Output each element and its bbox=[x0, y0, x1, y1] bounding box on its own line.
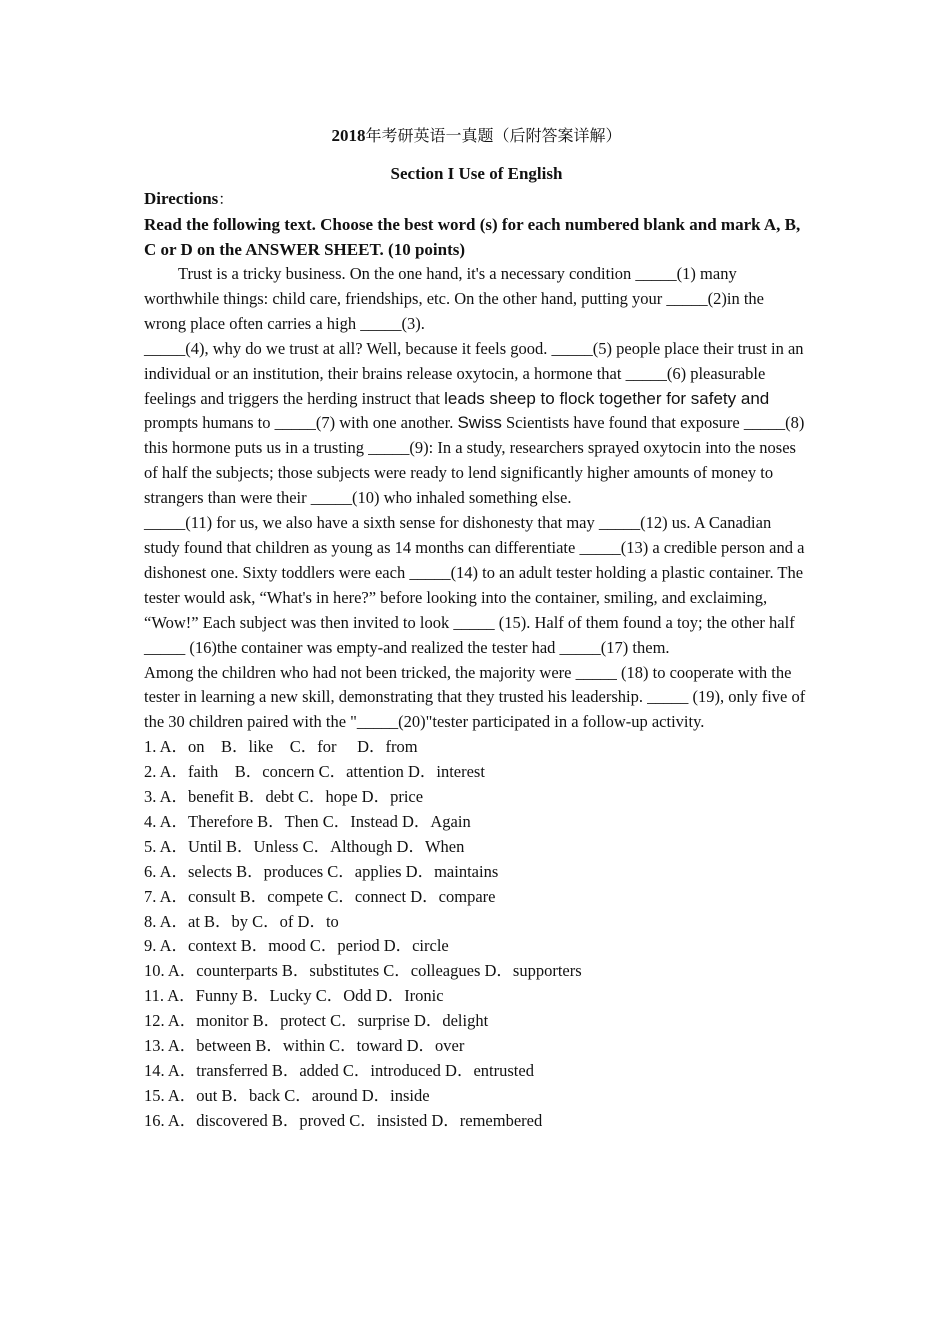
option-line: 12. A．monitor B．protect C．surprise D．delight bbox=[144, 1011, 489, 1031]
option-line: 4. A．Therefore B．Then C．Instead D．Again bbox=[144, 811, 471, 831]
option-line: 10. A．counterparts B．substitutes C．colleagues D．supporters bbox=[144, 961, 582, 981]
directions-text: Read the following text. Choose the best word (s) for each numbered blank and mark A, B, C or D on the ANSWER SHEET. (10 points) bbox=[144, 215, 801, 259]
option-line: 1. A．on B．like C．for D．from bbox=[144, 737, 418, 757]
page-title bbox=[144, 124, 809, 148]
option-line: 16. A．discovered B．proved C．insisted D．remembered bbox=[144, 1110, 543, 1130]
passage-paragraph-1: Trust is a tricky business. On the one hand, it's a necessary condition _____(1) many worthwhile things: child care, friendships, etc. On the other hand, putting your _____(2)in the wrong place often carries a high _____(3). bbox=[144, 264, 764, 333]
section-heading: Section I Use of English bbox=[390, 164, 563, 183]
passage-paragraph-4: Among the children who had not been tricked, the majority were _____ (18) to cooperate with the tester in learning a new skill, demonstrating that they trusted his leadership. _____ (19), only five of the 30 children paired with the "_____(20)"tester participated in a follow-up activity. bbox=[144, 662, 806, 732]
passage-paragraph-2: _____(4), why do we trust at all? Well, because it feels good. _____(5) people place their trust in an individual or an institution, their brains release oxytocin, a hormone that _____(6) pleasurable feelings and triggers the herding instruct that leads sheep to flock together for safety and prompts humans to _____(7) with one another. Swiss Scientists have found that exposure _____(8) this hormone puts us in a trusting _____(9): In a study, researchers sprayed oxytocin into the noses of half the subjects; those subjects were ready to lend significantly higher amounts of money to strangers than were their _____(10) who inhaled something else. bbox=[144, 338, 805, 508]
option-line: 13. A．between B．within C．toward D．over bbox=[144, 1036, 465, 1056]
document-page bbox=[144, 120, 809, 1134]
option-line: 8. A．at B．by C．of D．to bbox=[144, 911, 339, 931]
option-line: 15. A．out B．back C．around D．inside bbox=[144, 1085, 430, 1105]
option-line: 7. A．consult B．compete C．connect D．compare bbox=[144, 886, 496, 906]
option-line: 14. A．transferred B．added C．introduced D．entrusted bbox=[144, 1061, 534, 1080]
passage-paragraph-3: _____(11) for us, we also have a sixth sense for dishonesty that may _____(12) us. A Canadian study found that children as young as 14 months can differentiate _____(13) a credible person and a dishonest one. Sixty toddlers were each _____(14) to an adult tester holding a plastic container. The tester would ask, “What's in here?” before looking into the container, smiling, and exclaiming, “Wow!” Each subject was then invited to look _____ (15). Half of them found a toy; the other half _____ (16)the container was empty-and realized the tester had _____(17) them. bbox=[144, 513, 805, 657]
option-line: 6. A．selects B．produces C．applies D．maintains bbox=[144, 861, 499, 881]
title-chinese: 年考研英语一真题（后附答案详解） bbox=[365, 126, 622, 145]
option-line: 9. A．context B．mood C．period D．circle bbox=[144, 936, 449, 956]
option-line: 2. A．faith B．concern C．attention D．interest bbox=[144, 762, 485, 782]
option-line: 11. A．Funny B．Lucky C．Odd D．Ironic bbox=[144, 986, 444, 1006]
option-line: 3. A．benefit B．debt C．hope D．price bbox=[144, 787, 424, 807]
directions-label: Directions： bbox=[144, 189, 234, 208]
title-year: 2018 bbox=[331, 126, 366, 145]
option-line: 5. A．Until B．Unless C．Although D．When bbox=[144, 836, 465, 856]
options-list bbox=[144, 735, 809, 1134]
